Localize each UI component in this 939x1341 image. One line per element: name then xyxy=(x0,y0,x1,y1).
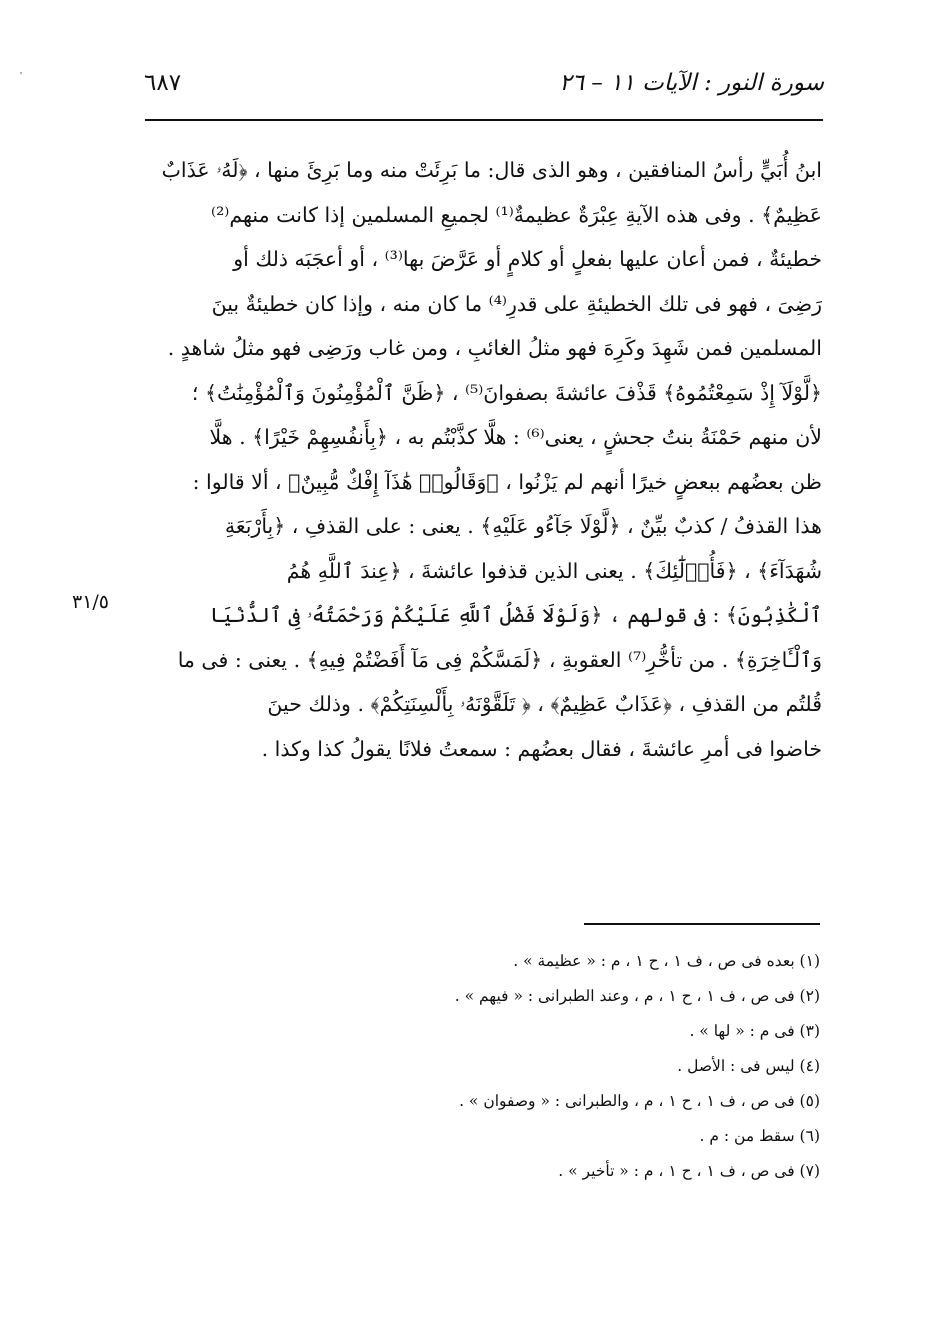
body-line: عَظِيمٌ﴾ . وفى هذه الآيةِ عِبْرَةٌ عظيمةٌ⁽¹⁾ لجميعِ المسلمين إذا كانت منهم⁽²⁾ xyxy=(211,202,822,227)
body-line: رَضِىَ ، فهو فى تلك الخطيئةِ على قدرِ⁽⁴⁾ ما كان منه ، وإذا كان خطيئةٌ بينَ xyxy=(211,291,822,316)
footnote: (٥) فى ص ، ف ١ ، ح ١ ، م ، والطبرانى : « وصفوان » . xyxy=(459,1092,820,1110)
margin-reference: ٣١/٥ xyxy=(72,591,110,613)
body-line: المسلمين فمن شَهِدَ وكَرِهَ فهو مثلُ الغائبِ ، ومن غاب ورَضِى فهو مثلُ شاهدٍ . xyxy=(167,336,822,360)
header-rule xyxy=(145,119,823,121)
body-line: شُهَدَآءَ﴾ ، ﴿فَأُو۟لَٰٓئِكَ﴾ . يعنى الذين قذفوا عائشةَ ، ﴿عِندَ ٱللَّهِ هُمُ xyxy=(286,558,822,583)
scan-speck xyxy=(20,72,22,74)
body-line: ابنُ أُبَيٍّ رأسُ المنافقين ، وهو الذى قال: ما بَرِئَتْ منه وما بَرِئَ منها ، ﴿لَهُۥ عَذَابٌ xyxy=(161,158,822,182)
body-line: قُلتُم من القذفِ ، ﴿عَذَابٌ عَظِيمٌ﴾ ، ﴿ تَلَقَّوْنَهُۥ بِأَلْسِنَتِكُمْ﴾ . وذلك حينَ xyxy=(267,692,822,716)
footnote: (٦) سقط من : م . xyxy=(699,1127,820,1145)
footnote: (٢) فى ص ، ف ١ ، ح ١ ، م ، وعند الطبرانى : « فيهم » . xyxy=(454,987,820,1005)
running-header xyxy=(140,62,824,106)
body-line: لأن منهم حَمْنَةُ بنتُ جحشٍ ، يعنى⁽⁶⁾ : هلَّا كذَّبْتُم به ، ﴿بِأَنفُسِهِمْ خَيْرًا﴾ . هلَّا xyxy=(209,425,822,449)
body-text xyxy=(138,148,822,771)
body-line: وَٱلْـَٔاخِرَةِ﴾ . من تأخُّرِ⁽⁷⁾ العقوبةِ ، ﴿لَمَسَّكُمْ فِى مَآ أَفَضْتُمْ فِيهِ﴾ . يعنى : فى ما xyxy=(177,647,822,672)
body-line: ظن بعضُهم ببعضٍ خيرًا أنهم لم يَزْنُوا ، ﴿وَقَالُوا۟ هَٰذَآ إِفْكٌ مُّبِينٌ﴾ ، ألا قالوا : xyxy=(192,469,822,494)
footnote: (٧) فى ص ، ف ١ ، ح ١ ، م : « تأخير » . xyxy=(558,1162,820,1180)
header-title: سورة النور : الآيات ١١ – ٢٦ xyxy=(559,70,824,96)
body-line: هذا القذفُ / كذبٌ بيِّنٌ ، ﴿لَّوْلَا جَآءُو عَلَيْهِ﴾ . يعنى : على القذفِ ، ﴿بِأَرْبَعَةِ xyxy=(224,514,822,538)
footnote: (٤) ليس فى : الأصل . xyxy=(677,1057,820,1075)
footnote: (١) بعده فى ص ، ف ١ ، ح ١ ، م : « عظيمة » . xyxy=(513,952,820,970)
body-line: خاضوا فى أمرِ عائشةَ ، فقال بعضُهم : سمعتُ فلانًا يقولُ كذا وكذا . xyxy=(261,736,822,761)
body-line: ٱلْكَٰذِبُونَ﴾ : فى قولهم ، ﴿وَلَوْلَا فَضْلُ ٱللَّهِ عَلَيْكُمْ وَرَحْمَتُهُۥ فِى ٱلدُّنْيَا xyxy=(209,603,822,627)
page-number: ٦٨٧ xyxy=(144,70,182,96)
body-line: ﴿لَّوْلَآ إِذْ سَمِعْتُمُوهُ﴾ قَذْفَ عائشةَ بصفوانَ⁽⁵⁾ ، ﴿ظَنَّ ٱلْمُؤْمِنُونَ وَٱلْمُؤْمِنَٰتُ﴾ ؛ xyxy=(191,380,822,405)
body-line: خطيئةٌ ، فمن أعان عليها بفعلٍ أو كلامٍ أو عَرَّضَ بها⁽³⁾ ، أو أعجَبَه ذلك أو xyxy=(233,247,822,271)
footnote: (٣) فى م : « لها » . xyxy=(689,1022,820,1040)
footnotes xyxy=(300,944,820,1189)
footnote-rule xyxy=(584,923,820,925)
